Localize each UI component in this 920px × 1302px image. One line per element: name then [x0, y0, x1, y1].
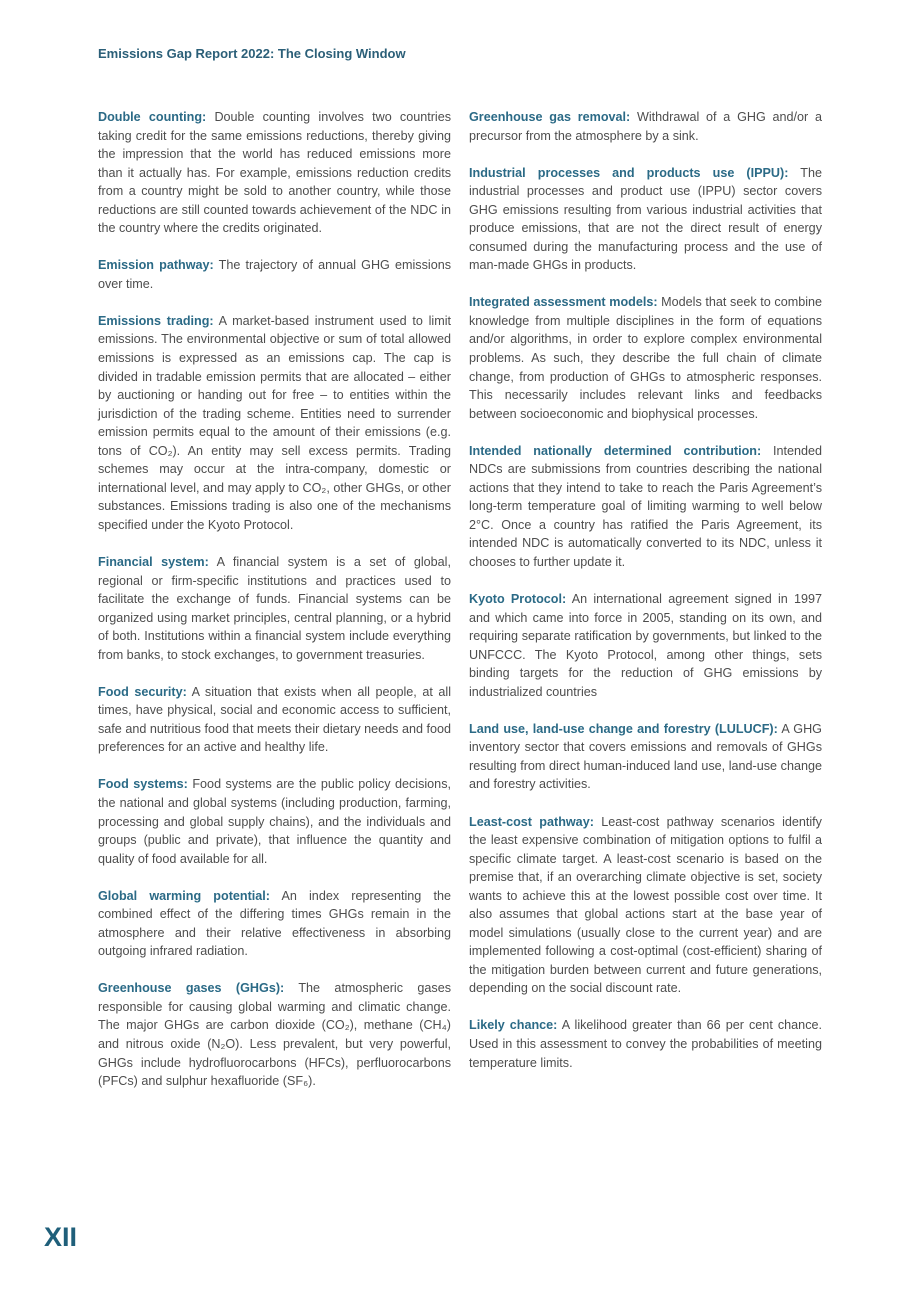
- glossary-entry-emission-pathway: [98, 256, 451, 293]
- glossary-entry-kyoto-protocol: [469, 590, 822, 701]
- glossary-entry-lulucf: [469, 720, 822, 794]
- glossary-column-right: [469, 108, 822, 1091]
- glossary-term: Food security:: [98, 684, 187, 699]
- glossary-term: Global warming potential:: [98, 888, 270, 903]
- glossary-term: Financial system:: [98, 554, 209, 569]
- glossary-term: Greenhouse gases (GHGs):: [98, 981, 285, 996]
- glossary-term: Intended nationally determined contribution:: [469, 443, 762, 458]
- glossary-entry-integrated-assessment-models: [469, 293, 822, 423]
- glossary-column-left: [98, 108, 451, 1109]
- glossary-definition: The trajectory of annual GHG emissions over time.: [98, 258, 451, 291]
- glossary-definition: A GHG inventory sector that covers emissions and removals of GHGs resulting from direct human-induced land use, land-use change and forestry activities.: [469, 721, 822, 792]
- glossary-term: Integrated assessment models:: [469, 295, 658, 310]
- glossary-definition: Food systems are the public policy decisions, the national and global systems (including production, farming, processing and global supply chains), and the individuals and groups (public and private), that influence the quantity and quality of food available for all.: [98, 777, 451, 866]
- glossary-entry-food-systems: [98, 775, 451, 868]
- glossary-definition: A market-based instrument used to limit emissions. The environmental objective or sum of total allowed emissions is expressed as an emissions cap. The cap is divided in tradable emission permits that are allocated – either by auctioning or handing out for free – to entities within the jurisdiction of the trading scheme. Entities need to surrender emission permits equal to the amount of their emissions (e.g. tons of CO₂). An entity may sell excess permits. Trading schemes may occur at the intra-company, domestic or international level, and may apply to CO₂, other GHGs, or other substances. Emissions trading is also one of the mechanisms specified under the Kyoto Protocol.: [98, 313, 451, 532]
- glossary-term: Likely chance:: [469, 1018, 558, 1033]
- glossary-term: Kyoto Protocol:: [469, 592, 567, 607]
- glossary-entry-intended-ndc: [469, 442, 822, 572]
- glossary-entry-likely-chance: [469, 1016, 822, 1072]
- glossary-definition: Intended NDCs are submissions from countries describing the national actions that they intend to take to reach the Paris Agreement’s long-term temperature goal of limiting warming to well below 2°C. Once a country has ratified the Paris Agreement, its intended NDC is automatically converted to its NDC, unless it chooses to further update it.: [469, 443, 822, 569]
- running-header: Emissions Gap Report 2022: The Closing Window: [98, 46, 406, 61]
- glossary-term: Greenhouse gas removal:: [469, 110, 631, 124]
- glossary-definition: Least-cost pathway scenarios identify the least expensive combination of mitigation options to fulfil a specific climate target. A least-cost scenario is based on the premise that, if an overarching climate objective is set, society wants to achieve this at the lowest possible cost over time. It also assumes that global actions start at the base year of model simulations (usually close to the current year) and are implemented following a cost-optimal (cost-efficient) sharing of the mitigation burden between current and future generations, depending on the social discount rate.: [469, 814, 822, 996]
- glossary-term: Double counting:: [98, 110, 207, 124]
- glossary-definition: Double counting involves two countries taking credit for the same emissions reductions, thereby giving the impression that the world has reduced emissions more than it actually has. For example, emissions reduction credits from a country might be sold to another country, while those reductions are still counted towards achievement of the NDC in the country where the credits originated.: [98, 110, 452, 236]
- glossary-definition: The industrial processes and product use (IPPU) sector covers GHG emissions resulting from various industrial activities that produce emissions, that are not the direct result of energy consumed during the manufacturing process and the use of man-made GHGs in products.: [469, 165, 822, 273]
- glossary-term: Industrial processes and products use (IPPU):: [469, 165, 789, 180]
- glossary-definition: A likelihood greater than 66 per cent chance. Used in this assessment to convey the probabilities of meeting temperature limits.: [469, 1018, 822, 1070]
- glossary-entry-financial-system: [98, 553, 451, 664]
- glossary-entry-food-security: [98, 683, 451, 757]
- glossary-entry-least-cost-pathway: [469, 813, 822, 998]
- glossary-term: Emissions trading:: [98, 313, 214, 328]
- glossary-entry-global-warming-potential: [98, 887, 451, 961]
- glossary-definition: A situation that exists when all people, at all times, have physical, social and economic access to sufficient, safe and nutritious food that meets their dietary needs and food preferences for an active and healthy life.: [98, 684, 451, 755]
- glossary-term: Land use, land-use change and forestry (LULUCF):: [469, 721, 778, 736]
- glossary-entry-double-counting: [98, 108, 451, 238]
- glossary-definition: A financial system is a set of global, regional or firm-specific institutions and practices used to facilitate the exchange of funds. Financial systems can be organized using market principles, central planning, or a hybrid of both. Institutions within a financial system include everything from banks, to stock exchanges, to government treasuries.: [98, 554, 451, 662]
- glossary-definition: The atmospheric gases responsible for causing global warming and climatic change. The major GHGs are carbon dioxide (CO₂), methane (CH₄) and nitrous oxide (N₂O). Less prevalent, but very powerful, GHGs include hydrofluorocarbons (HFCs), perfluorocarbons (PFCs) and sulphur hexafluoride (SF₆).: [98, 981, 452, 1089]
- page-number: XII: [44, 1222, 78, 1252]
- glossary-definition: Models that seek to combine knowledge from multiple disciplines in the form of equations and/or algorithms, in order to explore complex environmental problems. As such, they describe the full chain of climate change, from production of GHGs to atmospheric responses. This necessarily includes relevant links and feedbacks between socioeconomic and biophysical processes.: [469, 295, 822, 421]
- glossary-term: Food systems:: [98, 777, 188, 792]
- glossary-term: Least-cost pathway:: [469, 814, 594, 829]
- glossary-definition: An international agreement signed in 1997 and which came into force in 2005, standing on its own, and requiring separate ratification by governments, but linked to the UNFCCC. The Kyoto Protocol, among other things, sets binding targets for the reduction of GHG emissions by industrialized countries: [469, 592, 823, 699]
- glossary-definition: An index representing the combined effect of the differing times GHGs remain in the atmosphere and their relative effectiveness in absorbing outgoing infrared radiation.: [98, 888, 451, 959]
- glossary-term: Emission pathway:: [98, 258, 214, 273]
- glossary-entry-greenhouse-gases: [98, 979, 451, 1090]
- glossary-definition: Withdrawal of a GHG and/or a precursor from the atmosphere by a sink.: [469, 110, 822, 143]
- glossary-entry-greenhouse-gas-removal: [469, 108, 822, 145]
- glossary-entry-ippu: [469, 164, 822, 275]
- glossary-entry-emissions-trading: [98, 312, 451, 535]
